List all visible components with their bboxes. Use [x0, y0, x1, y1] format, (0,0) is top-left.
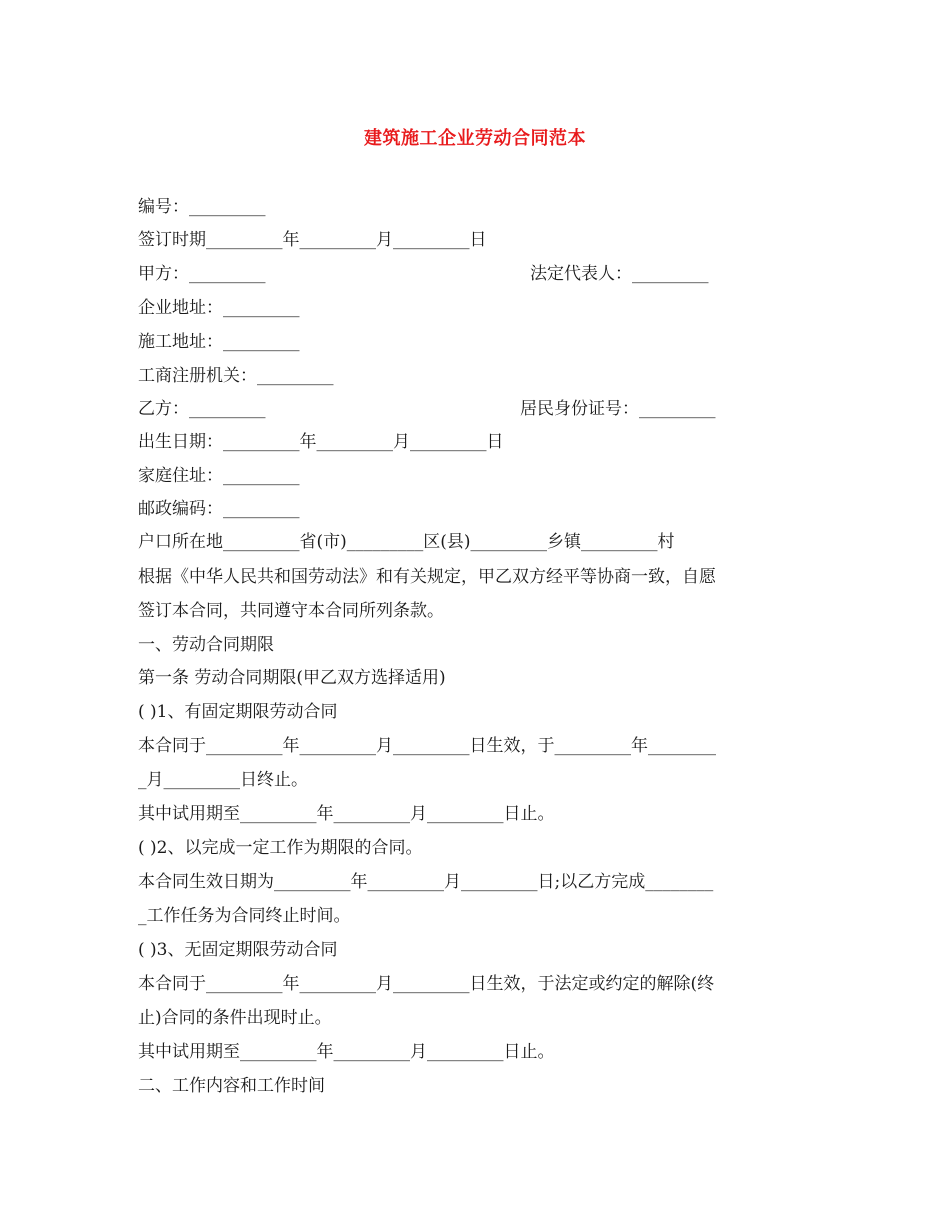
option-1-text-2: _月_________日终止。	[138, 770, 308, 790]
field-company-address: 企业地址：_________	[138, 298, 300, 318]
field-sign-date: 签订时期_________年_________月_________日	[138, 230, 487, 250]
field-site-address: 施工地址：_________	[138, 332, 300, 352]
field-legal-rep: 法定代表人：_________	[530, 264, 709, 284]
document-title: 建筑施工企业劳动合同范本	[364, 128, 586, 149]
option-1-text-1: 本合同于_________年_________月_________日生效，于_________年________	[138, 736, 716, 756]
option-1: ( )1、有固定期限劳动合同	[138, 702, 338, 722]
field-party-b: 乙方：_________	[138, 399, 266, 419]
field-id-number: 居民身份证号：_________	[520, 399, 716, 419]
article-1: 第一条 劳动合同期限(甲乙双方选择适用)	[138, 668, 446, 688]
field-party-a: 甲方：_________	[138, 264, 266, 284]
option-3-text-1: 本合同于_________年_________月_________日生效，于法定或约定的解除(终	[138, 974, 715, 994]
field-number: 编号：_________	[138, 197, 266, 217]
option-2-text-2: _工作任务为合同终止时间。	[138, 906, 351, 926]
paragraph-preamble-1: 根据《中华人民共和国劳动法》和有关规定，甲乙双方经平等协商一致，自愿	[138, 567, 716, 587]
option-3-probation: 其中试用期至_________年_________月_________日止。	[138, 1042, 555, 1062]
option-2-text-1: 本合同生效日期为_________年_________月_________日;以乙方完成________	[138, 872, 714, 892]
paragraph-preamble-2: 签订本合同，共同遵守本合同所列条款。	[138, 601, 444, 621]
section-heading-2: 二、工作内容和工作时间	[138, 1076, 325, 1096]
option-3-text-2: 止)合同的条件出现时止。	[138, 1008, 332, 1028]
field-postal-code: 邮政编码：_________	[138, 499, 300, 519]
field-home-address: 家庭住址：_________	[138, 466, 300, 486]
field-household: 户口所在地_________省(市)_________区(县)_________乡镇_________村	[138, 532, 675, 552]
option-1-probation: 其中试用期至_________年_________月_________日止。	[138, 804, 555, 824]
option-2: ( )2、以完成一定工作为期限的合同。	[138, 838, 423, 858]
field-birth-date: 出生日期：_________年_________月_________日	[138, 432, 504, 452]
option-3: ( )3、无固定期限劳动合同	[138, 940, 338, 960]
section-heading-1: 一、劳动合同期限	[138, 635, 274, 655]
field-registration-authority: 工商注册机关：_________	[138, 366, 334, 386]
